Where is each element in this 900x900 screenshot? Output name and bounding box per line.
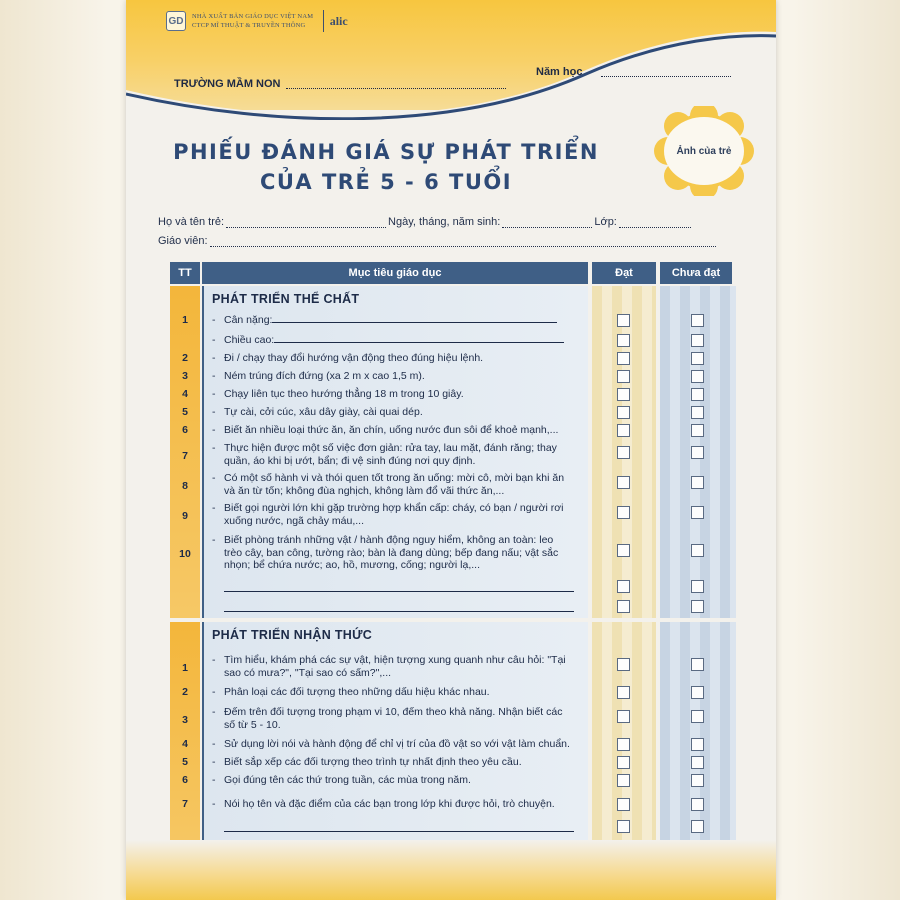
year-label: Năm học — [536, 66, 583, 78]
row-dash: - — [212, 502, 216, 514]
row-number: 6 — [182, 424, 188, 436]
year-field[interactable] — [601, 76, 731, 77]
pass-checkbox[interactable] — [617, 388, 630, 401]
pass-checkbox[interactable] — [617, 544, 630, 557]
row-text: Gọi đúng tên các thứ trong tuần, các mùa trong năm. — [224, 774, 471, 786]
row-number: 10 — [179, 548, 191, 560]
row-text: Biết phòng tránh những vật / hành động nguy hiểm, không an toàn: leo trèo cây, ban công, tường rào; bàn là đang dùng; bếp đang nấu; vật sắc nhọn; bể chứa nước; ao, hồ, mương, cống; người lạ,... — [224, 534, 559, 571]
pass-checkbox[interactable] — [617, 334, 630, 347]
pass-checkbox[interactable] — [617, 600, 630, 613]
row-number: 1 — [182, 314, 188, 326]
row-dash: - — [212, 472, 216, 484]
fail-checkbox[interactable] — [691, 686, 704, 699]
row-dash: - — [212, 442, 216, 454]
fail-checkbox[interactable] — [691, 580, 704, 593]
page-bottom-band — [126, 840, 776, 900]
fail-checkbox[interactable] — [691, 738, 704, 751]
row-number: 4 — [182, 738, 188, 750]
fail-checkbox[interactable] — [691, 334, 704, 347]
row-text: Phân loại các đối tượng theo những dấu hiệu khác nhau. — [224, 686, 490, 698]
section-title-physical: PHÁT TRIỂN THỂ CHẤT — [212, 292, 360, 306]
fail-checkbox[interactable] — [691, 370, 704, 383]
fail-checkbox[interactable] — [691, 506, 704, 519]
row-number: 2 — [182, 352, 188, 364]
fail-checkbox[interactable] — [691, 710, 704, 723]
row-dash: - — [212, 334, 216, 346]
school-label: TRƯỜNG MẦM NON — [174, 78, 281, 90]
row-text: Tự cài, cởi cúc, xâu dây giày, cài quai dép. — [224, 406, 423, 418]
row-number: 7 — [182, 450, 188, 462]
name-label: Họ và tên trẻ: — [158, 216, 225, 228]
row-dash: - — [212, 314, 216, 326]
row-dash: - — [212, 534, 216, 546]
publisher-logo-icon: GD — [166, 11, 186, 31]
row-label: Chiều cao: — [224, 334, 275, 346]
fail-checkbox[interactable] — [691, 658, 704, 671]
fail-checkbox[interactable] — [691, 756, 704, 769]
fail-checkbox[interactable] — [691, 424, 704, 437]
row-dash: - — [212, 706, 216, 718]
row-text: Biết sắp xếp các đối tượng theo trình tự nhất định theo yêu cầu. — [224, 756, 522, 768]
row-number: 5 — [182, 406, 188, 418]
row-number: 5 — [182, 756, 188, 768]
evaluation-sheet — [126, 0, 776, 900]
pass-checkbox[interactable] — [617, 686, 630, 699]
pass-checkbox[interactable] — [617, 798, 630, 811]
dob-field[interactable] — [502, 218, 592, 228]
pass-checkbox[interactable] — [617, 658, 630, 671]
row-dash: - — [212, 370, 216, 382]
row-text: Chạy liên tục theo hướng thẳng 18 m trong 10 giây. — [224, 388, 464, 400]
teacher-label: Giáo viên: — [158, 235, 208, 247]
name-field[interactable] — [226, 218, 386, 228]
row-label: Cân nặng: — [224, 314, 273, 326]
row-dash: - — [212, 686, 216, 698]
pass-checkbox[interactable] — [617, 756, 630, 769]
fail-checkbox[interactable] — [691, 774, 704, 787]
row-text: Đếm trên đối tượng trong phạm vi 10, đếm theo khả năng. Nhận biết các số từ 5 - 10. — [224, 706, 563, 731]
pass-checkbox[interactable] — [617, 424, 630, 437]
row-dash: - — [212, 424, 216, 436]
page-title-line-1: PHIẾU ĐÁNH GIÁ SỰ PHÁT TRIỂN — [173, 140, 599, 164]
row-dash: - — [212, 756, 216, 768]
fail-checkbox[interactable] — [691, 820, 704, 833]
fail-checkbox[interactable] — [691, 352, 704, 365]
row-number: 3 — [182, 714, 188, 726]
section-title-cognitive: PHÁT TRIỂN NHẬN THỨC — [212, 628, 373, 642]
pass-checkbox[interactable] — [617, 476, 630, 489]
pass-checkbox[interactable] — [617, 446, 630, 459]
pass-checkbox[interactable] — [617, 738, 630, 751]
weight-field[interactable] — [272, 314, 557, 323]
pass-checkbox[interactable] — [617, 580, 630, 593]
row-dash: - — [212, 352, 216, 364]
class-label: Lớp: — [594, 216, 617, 228]
row-dash: - — [212, 388, 216, 400]
row-dash: - — [212, 406, 216, 418]
row-number: 6 — [182, 774, 188, 786]
publisher-mark: alic — [323, 10, 353, 32]
fail-checkbox[interactable] — [691, 476, 704, 489]
row-number: 9 — [182, 510, 188, 522]
header-pass: Đạt — [592, 262, 656, 284]
teacher-field[interactable] — [210, 237, 716, 247]
pass-checkbox[interactable] — [617, 506, 630, 519]
row-number: 1 — [182, 662, 188, 674]
row-text: Tìm hiểu, khám phá các sự vật, hiện tượng xung quanh như câu hỏi: "Tại sao có mưa?", "Tại sao có sấm?",... — [224, 654, 566, 679]
publisher-text — [192, 12, 313, 30]
row-text: Thực hiện được một số việc đơn giản: rửa tay, lau mặt, đánh răng; thay quần, áo khi bị ướt, bẩn; đi vệ sinh đúng nơi quy định. — [224, 442, 557, 467]
info-row-2 — [158, 235, 718, 247]
pass-checkbox[interactable] — [617, 314, 630, 327]
row-text: Đi / chạy thay đổi hướng vận động theo đúng hiệu lệnh. — [224, 352, 484, 364]
row-dash: - — [212, 738, 216, 750]
fail-checkbox[interactable] — [691, 798, 704, 811]
row-text: Nói họ tên và đặc điểm của các bạn trong lớp khi được hỏi, trò chuyện. — [224, 798, 555, 810]
row-text: Biết ăn nhiều loại thức ăn, ăn chín, uống nước đun sôi để khoẻ mạnh,... — [224, 424, 559, 436]
row-text: Ném trúng đích đứng (xa 2 m x cao 1,5 m). — [224, 370, 425, 382]
table-header — [170, 262, 736, 284]
publisher-line-2: CTCP MĨ THUẬT & TRUYỀN THÔNG — [192, 22, 306, 29]
header-goal: Mục tiêu giáo dục — [202, 262, 588, 284]
row-text: Sử dụng lời nói và hành động để chỉ vị trí của đồ vật so với vật làm chuẩn. — [224, 738, 570, 750]
publisher-line-1: NHÀ XUẤT BẢN GIÁO DỤC VIỆT NAM — [192, 13, 314, 20]
evaluation-table — [170, 262, 736, 810]
pass-checkbox[interactable] — [617, 820, 630, 833]
info-row-1 — [158, 216, 693, 228]
pass-checkbox[interactable] — [617, 370, 630, 383]
page-title-line-2: CỦA TRẺ 5 - 6 TUỔI — [259, 170, 513, 194]
row-dash: - — [212, 774, 216, 786]
header-tt: TT — [170, 262, 200, 284]
height-field[interactable] — [274, 334, 564, 343]
pass-checkbox[interactable] — [617, 710, 630, 723]
pass-checkbox[interactable] — [617, 774, 630, 787]
row-dash: - — [212, 654, 216, 666]
row-text — [224, 314, 574, 327]
row-text — [224, 334, 574, 347]
fail-checkbox[interactable] — [691, 388, 704, 401]
photo-label: Ảnh của trẻ — [676, 146, 732, 157]
blank-line[interactable] — [224, 611, 574, 612]
row-number: 7 — [182, 798, 188, 810]
pass-checkbox[interactable] — [617, 352, 630, 365]
blank-line[interactable] — [224, 591, 574, 592]
fail-checkbox[interactable] — [691, 600, 704, 613]
blank-line[interactable] — [224, 831, 574, 832]
fail-checkbox[interactable] — [691, 544, 704, 557]
row-text: Có một số hành vi và thói quen tốt trong ăn uống: mời cô, mời bạn khi ăn và ăn từ tốn; không đùa nghịch, không làm đổ vãi thức ăn,... — [224, 472, 565, 497]
class-field[interactable] — [619, 218, 691, 228]
fail-checkbox[interactable] — [691, 446, 704, 459]
row-number: 2 — [182, 686, 188, 698]
row-number: 3 — [182, 370, 188, 382]
row-number: 4 — [182, 388, 188, 400]
row-number: 8 — [182, 480, 188, 492]
dob-label: Ngày, tháng, năm sinh: — [388, 216, 501, 228]
header-fail: Chưa đạt — [660, 262, 732, 284]
publisher-block — [166, 10, 353, 32]
fail-checkbox[interactable] — [691, 314, 704, 327]
fail-checkbox[interactable] — [691, 406, 704, 419]
pass-checkbox[interactable] — [617, 406, 630, 419]
school-field[interactable] — [286, 88, 506, 89]
row-dash: - — [212, 798, 216, 810]
row-text: Biết gọi người lớn khi gặp trường hợp khẩn cấp: cháy, có bạn / người rơi xuống nước, ngã chảy máu,... — [224, 502, 564, 527]
